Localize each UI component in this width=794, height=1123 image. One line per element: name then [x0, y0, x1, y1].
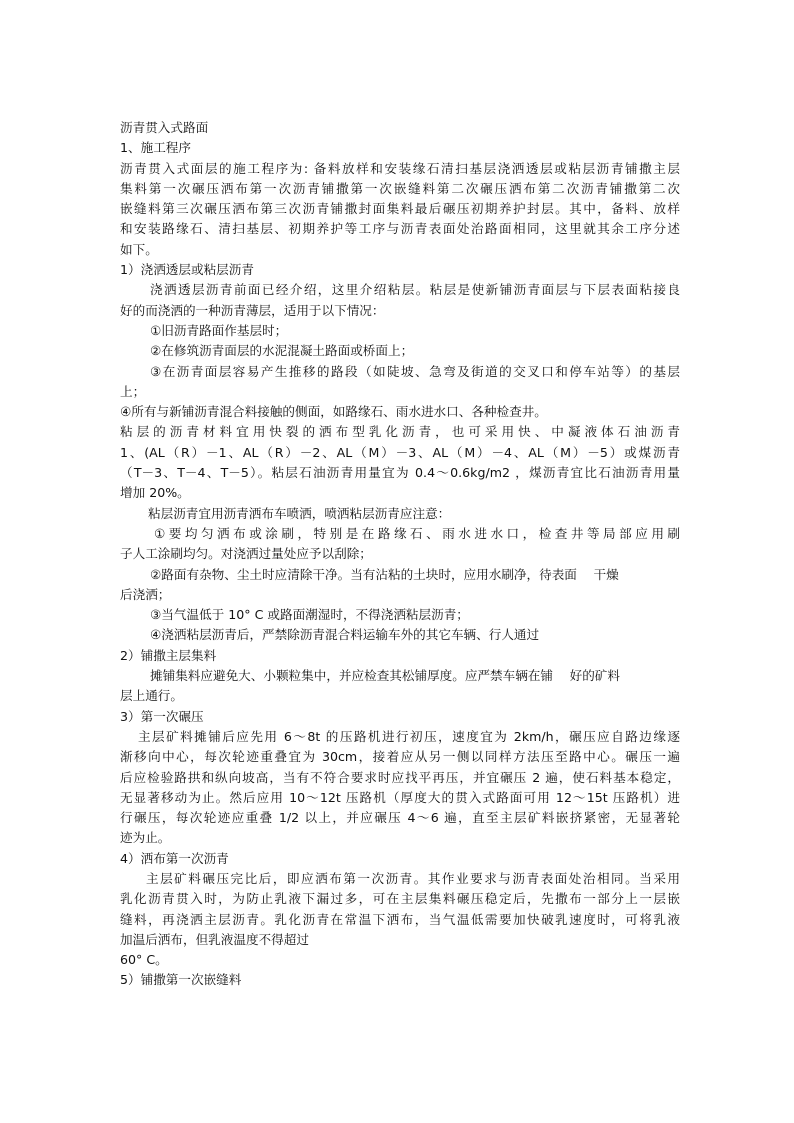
- text-line: 子人工涂刷均匀。对浇洒过量处应予以刮除；: [120, 546, 372, 562]
- text-line: 1）浇洒透层或粘层沥青: [120, 262, 254, 278]
- text-line: 渐移向中心，每次轮迹重叠宜为 30cm，接着应从另一侧以同样方法压至路中心。碾压一遍: [120, 749, 680, 765]
- text-line: ④浇洒粘层沥青后，严禁除沥青混合料运输车外的其它车辆、行人通过: [150, 627, 540, 643]
- text-line: 层上通行。: [120, 688, 183, 704]
- text-line: 如下。: [120, 241, 158, 257]
- text-line: ③在沥青面层容易产生推移的路段（如陡坡、急弯及街道的交叉口和停车站等）的基层: [150, 363, 680, 379]
- text-line: 后浇洒；: [120, 586, 171, 602]
- text-line: 集料第一次碾压洒布第一次沥青铺撒第一次嵌缝料第二次碾压洒布第二次沥青铺撒第二次: [120, 180, 680, 196]
- text-line: 沥青贯入式路面: [120, 120, 209, 135]
- text-line: 60° C。: [120, 952, 168, 968]
- text-line: 3）第一次碾压: [120, 708, 204, 724]
- text-line: ①要均匀洒布或涂刷，特别是在路缘石、雨水进水口，检查井等局部应用刷: [154, 525, 680, 541]
- text-line: 迹为止。: [120, 830, 171, 846]
- text-line: 主层矿料碾压完比后，即应洒布第一次沥青。其作业要求与沥青表面处治相同。当采用: [146, 870, 680, 886]
- text-line: ①旧沥青路面作基层时；: [150, 322, 288, 338]
- text-line: 1、(AL（R）－1、AL（R）－2、AL（M）－3、AL（M）－4、AL（M）－5）或煤沥青: [120, 444, 680, 460]
- text-line: 5）铺撒第一次嵌缝料: [120, 972, 242, 988]
- text-line: 好的而浇洒的一种沥青薄层，适用于以下情况：: [120, 302, 385, 318]
- text-line: 上；: [120, 383, 146, 399]
- text-line: ④所有与新铺沥青混合料接触的侧面，如路缘石、雨水进水口、各种检查井。: [120, 404, 547, 420]
- text-line: 后应检验路拱和纵向坡高，当有不符合要求时应找平再压，并宜碾压 2 遍，使石料基本稳定，: [120, 769, 680, 785]
- text-line: 嵌缝料第三次碾压洒布第三次沥青铺撒封面集料最后碾压初期养护封层。其中，备料、放样: [120, 201, 680, 217]
- text-line: 粘层沥青宜用沥青洒布车喷洒，喷洒粘层沥青应注意：: [148, 505, 451, 521]
- text-line: （T－3、T－4、T－5）。粘层石油沥青用量宜为 0.4～0.6kg/m2 ，煤沥青宜比石油沥青用量: [120, 465, 680, 481]
- text-line: 浇洒透层沥青前面已经介绍，这里介绍粘层。粘层是使新铺沥青面层与下层表面粘接良: [150, 282, 680, 298]
- text-line: 沥青贯入式面层的施工程序为: 备料放样和安装缘石清扫基层浇洒透层或粘层沥青铺撒主层: [120, 160, 680, 176]
- text-line: ②在修筑沥青面层的水泥混凝土路面或桥面上；: [150, 343, 414, 359]
- text-line: 摊铺集料应避免大、小颗粒集中，并应检查其松铺厚度。应严禁车辆在铺 好的矿料: [150, 668, 620, 684]
- text-line: 和安装路缘石、清扫基层、初期养护等工序与沥青表面处治路面相同，这里就其余工序分述: [120, 221, 680, 237]
- text-line: 行碾压，每次轮迹应重叠 1/2 以上，并应碾压 4～6 遍，直至主层矿料嵌挤紧密，无显著轮: [120, 810, 680, 826]
- text-line: 无显著移动为止。然后应用 10～12t 压路机（厚度大的贯入式路面可用 12～15t 压路机）进: [120, 789, 680, 805]
- text-line: 乳化沥青贯入时，为防止乳液下漏过多，可在主层集料碾压稳定后，先撒布一部分上一层嵌: [120, 891, 680, 907]
- text-line: ②路面有杂物、尘土时应清除干净。当有沾粘的土块时，应用水刷净，待表面 干燥: [150, 566, 619, 582]
- text-line: 主层矿料摊铺后应先用 6～8t 的压路机进行初压，速度宜为 2km/h，碾压应自路边缘逐: [138, 728, 680, 744]
- text-line: 2）铺撒主层集料: [120, 647, 217, 663]
- text-line: 加温后洒布，但乳液温度不得超过: [120, 931, 309, 947]
- text-line: 1、施工程序: [120, 140, 191, 156]
- document-body: [120, 118, 680, 991]
- text-line: ③当气温低于 10° C 或路面潮湿时，不得浇洒粘层沥青；: [150, 607, 469, 623]
- text-line: 粘层的沥青材料宜用快裂的洒布型乳化沥青，也可采用快、中凝液体石油沥青: [120, 424, 680, 440]
- text-line: 4）洒布第一次沥青: [120, 850, 229, 866]
- text-line: 缝料，再浇洒主层沥青。乳化沥青在常温下洒布，当气温低需要加快破乳速度时，可将乳液: [120, 911, 680, 927]
- text-line: 增加 20%。: [120, 485, 190, 501]
